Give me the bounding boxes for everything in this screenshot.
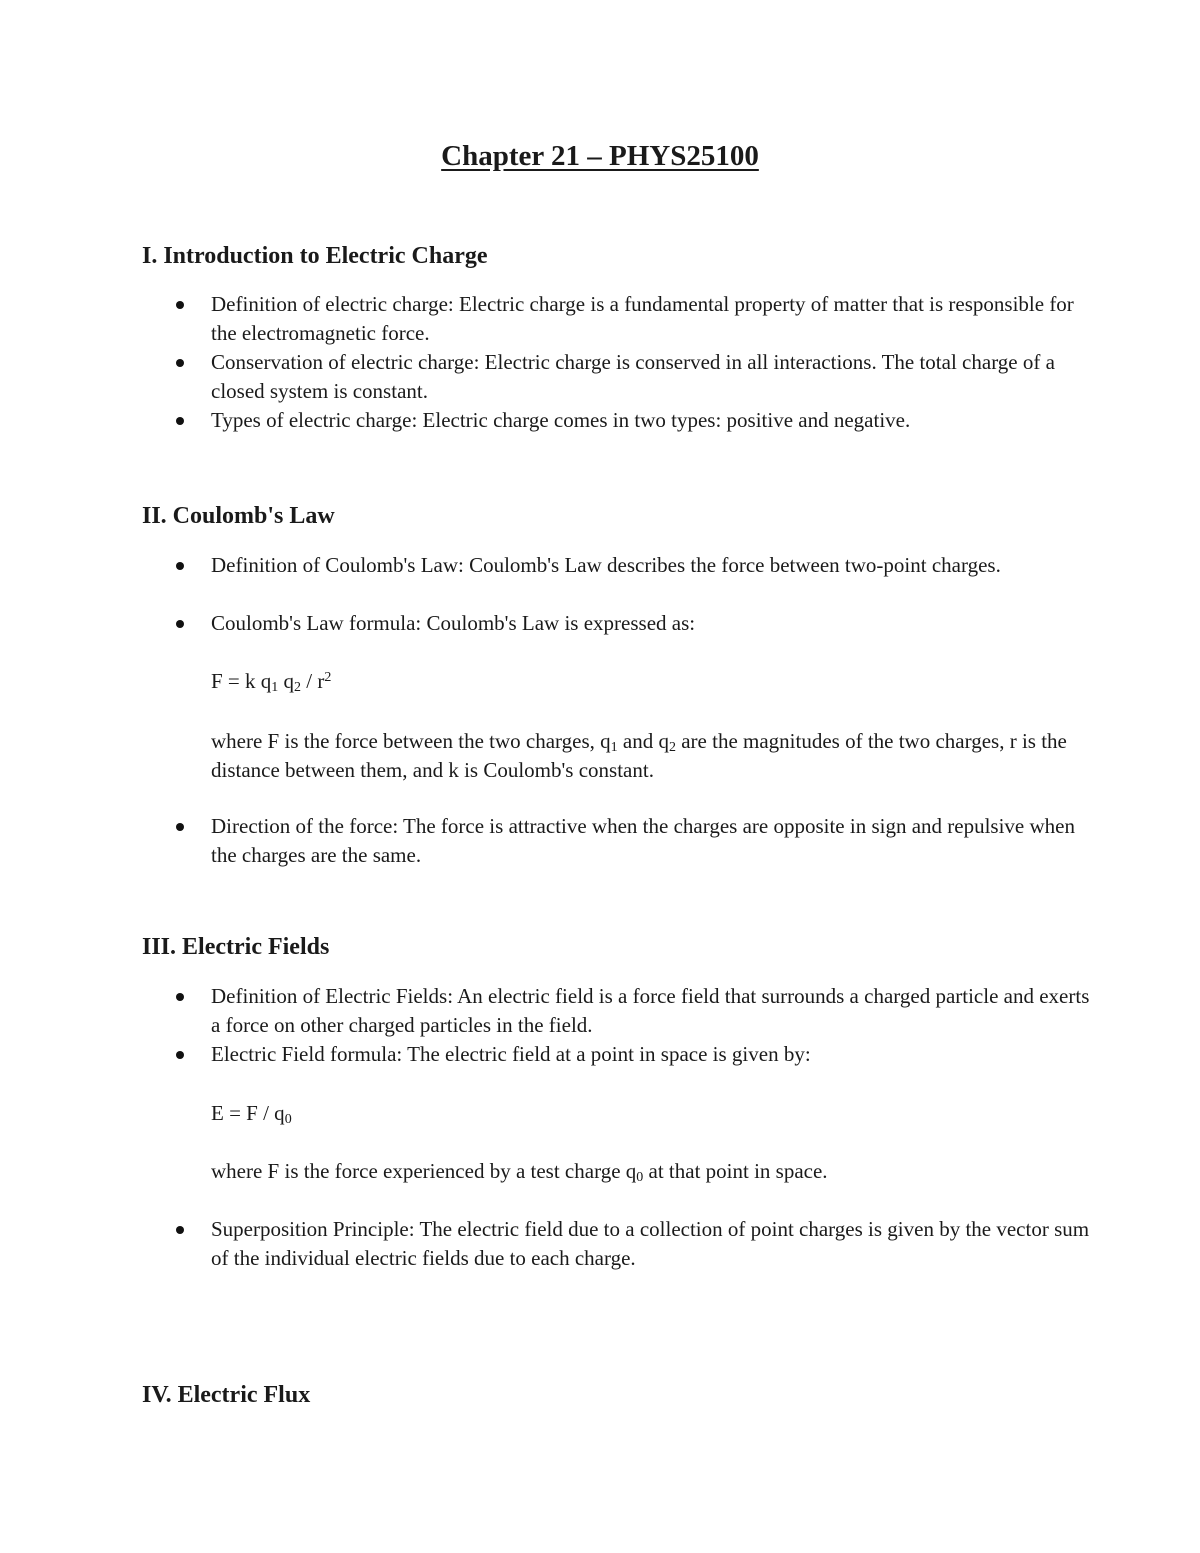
list-item	[211, 551, 1091, 580]
bullet-icon	[176, 620, 184, 628]
list-item	[211, 290, 1091, 348]
bullet-icon	[176, 301, 184, 309]
list-item	[211, 609, 1091, 638]
section-heading-2: II. Coulomb's Law	[142, 503, 335, 529]
list-item	[211, 812, 1091, 870]
section-heading-3: III. Electric Fields	[142, 934, 330, 960]
section-heading-1: I. Introduction to Electric Charge	[142, 243, 488, 269]
list-item-text: Definition of Coulomb's Law: Coulomb's Law describes the force between two-point charges.	[211, 553, 1001, 577]
bullet-icon	[176, 1226, 184, 1234]
bullet-icon	[176, 993, 184, 1001]
bullet-icon	[176, 1051, 184, 1059]
list-item-text: Superposition Principle: The electric field due to a collection of point charges is given by the vector sum of the individual electric fields due to each charge.	[211, 1217, 1090, 1270]
list-item	[211, 406, 1091, 435]
list-item-text: Conservation of electric charge: Electric charge is conserved in all interactions. The total charge of a closed system is constant.	[211, 350, 1055, 403]
bullet-icon	[176, 359, 184, 367]
list-item-text: Definition of electric charge: Electric charge is a fundamental property of matter that is responsible for the electromagnetic force.	[211, 292, 1074, 345]
list-item-text: Electric Field formula: The electric field at a point in space is given by:	[211, 1042, 811, 1066]
list-item-text: Definition of Electric Fields: An electric field is a force field that surrounds a charged particle and exerts a force on other charged particles in the field.	[211, 984, 1090, 1037]
list-item-text: Types of electric charge: Electric charge comes in two types: positive and negative.	[211, 408, 911, 432]
formula-electric-field: $E = F / q_0$	[211, 1101, 292, 1127]
bullet-icon	[176, 562, 184, 570]
list-item	[211, 1215, 1091, 1273]
formula-explanation: where F is the force between the two charges, $q_1$ and $q_2$ are the magnitudes of the two charges, r is the distance between them, and k is Coulomb's constant.	[211, 729, 1067, 782]
list-item	[211, 348, 1091, 406]
section-heading-4: IV. Electric Flux	[142, 1382, 311, 1408]
list-item-text: Coulomb's Law formula: Coulomb's Law is expressed as:	[211, 611, 696, 635]
list-item-text: Direction of the force: The force is attractive when the charges are opposite in sign and repulsive when the charges are the same.	[211, 814, 1075, 867]
page-title: Chapter 21 – PHYS25100	[441, 140, 759, 172]
formula-coulomb: F = k $q_1$ $q_2 / r^2$	[211, 669, 332, 695]
list-item	[211, 1040, 1091, 1069]
formula-explanation: where F is the force experienced by a test charge $q_0$ at that point in space.	[211, 1159, 828, 1185]
bullet-icon	[176, 823, 184, 831]
bullet-icon	[176, 417, 184, 425]
list-item	[211, 982, 1091, 1040]
